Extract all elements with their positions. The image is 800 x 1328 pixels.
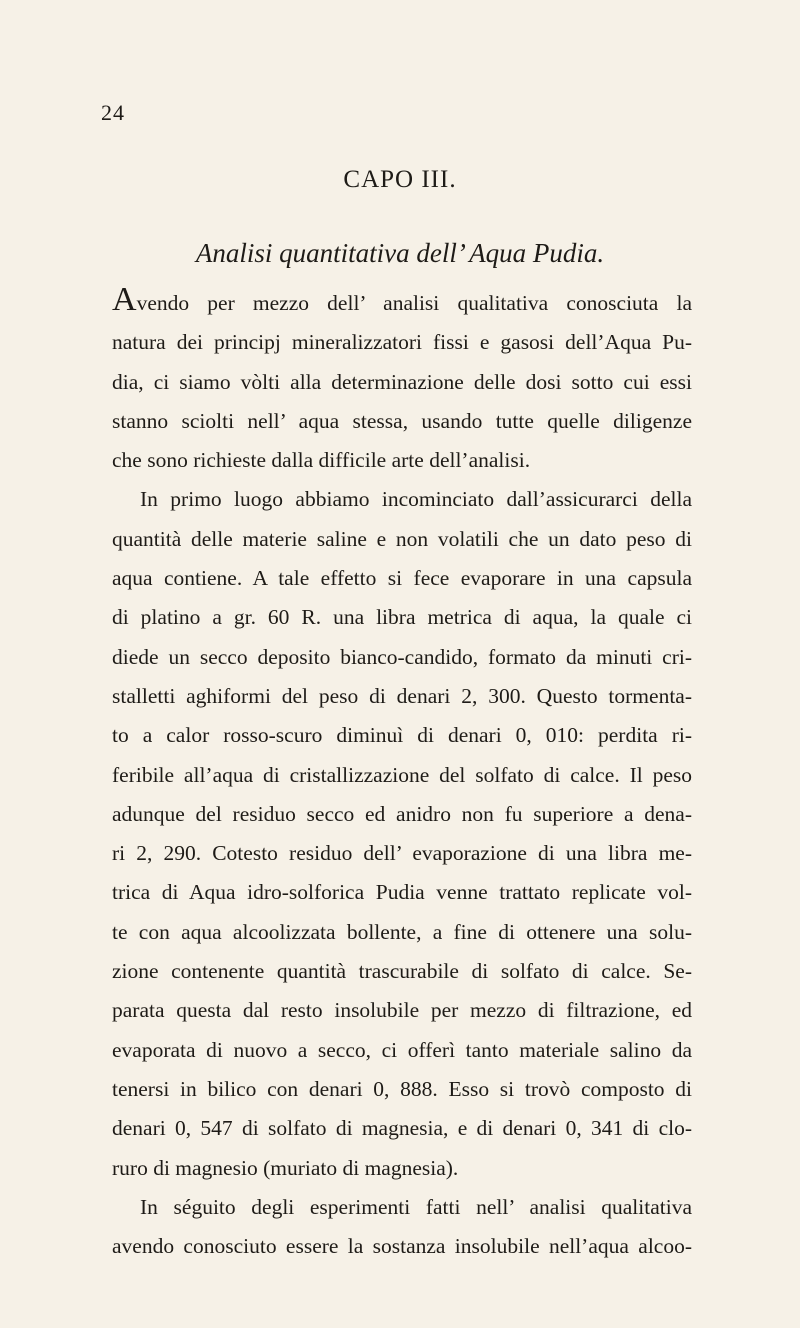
text-line-rest: vendo per mezzo dell’ analisi qualitativa conosciuta la — [136, 291, 692, 315]
text-line: di platino a gr. 60 R. una libra metrica di aqua, la quale ci — [112, 605, 692, 630]
text-line: In primo luogo abbiamo incominciato dall’assicurarci della — [140, 487, 692, 512]
text-line: avendo conosciuto essere la sostanza insolubile nell’aqua alcoo- — [112, 1234, 692, 1259]
text-line: che sono richieste dalla difficile arte dell’analisi. — [112, 448, 531, 473]
section-title: Analisi quantitativa dell’ Aqua Pudia. — [195, 238, 605, 268]
drop-cap: A — [112, 281, 137, 318]
text-line: dia, ci siamo vòlti alla determinazione delle dosi sotto cui essi — [112, 369, 692, 394]
text-line: adunque del residuo secco ed anidro non fu superiore a dena- — [112, 801, 692, 826]
text-line: te con aqua alcoolizzata bollente, a fine di ottenere una solu- — [112, 919, 692, 944]
text-line: natura dei principj mineralizzatori fissi e gasosi dell’Aqua Pu- — [112, 330, 692, 355]
text-line: trica di Aqua idro-solforica Pudia venne trattato replicate vol- — [112, 880, 692, 905]
text-line: zione contenente quantità trascurabile di solfato di calce. Se- — [112, 959, 692, 984]
text-line: parata questa dal resto insolubile per mezzo di filtrazione, ed — [112, 998, 692, 1023]
text-line: stalletti aghiformi del peso di denari 2, 300. Questo tormenta- — [112, 683, 692, 708]
text-line: ri 2, 290. Cotesto residuo dell’ evaporazione di una libra me- — [112, 841, 692, 866]
text-line — [112, 281, 692, 323]
text-line: stanno sciolti nell’ aqua stessa, usando tutte quelle diligenze — [112, 408, 692, 433]
text-line: to a calor rosso-scuro diminuì di denari 0, 010: perdita ri- — [112, 723, 692, 748]
body-text — [112, 281, 692, 1266]
page-number: 24 — [101, 100, 125, 125]
text-line: evaporata di nuovo a secco, ci offerì tanto materiale salino da — [112, 1037, 692, 1062]
chapter-title: CAPO III. — [343, 166, 457, 193]
text-line: feribile all’aqua di cristallizzazione del solfato di calce. Il peso — [112, 762, 692, 787]
text-line: tenersi in bilico con denari 0, 888. Esso si trovò composto di — [112, 1076, 692, 1101]
text-line: quantità delle materie saline e non volatili che un dato peso di — [112, 526, 692, 551]
text-line: diede un secco deposito bianco-candido, formato da minuti cri- — [112, 644, 692, 669]
text-line: denari 0, 547 di solfato di magnesia, e di denari 0, 341 di clo- — [112, 1116, 692, 1141]
text-line: aqua contiene. A tale effetto si fece evaporare in una capsula — [112, 566, 692, 591]
text-line: In séguito degli esperimenti fatti nell’ analisi qualitativa — [140, 1194, 692, 1219]
text-line: ruro di magnesio (muriato di magnesia). — [112, 1155, 459, 1180]
